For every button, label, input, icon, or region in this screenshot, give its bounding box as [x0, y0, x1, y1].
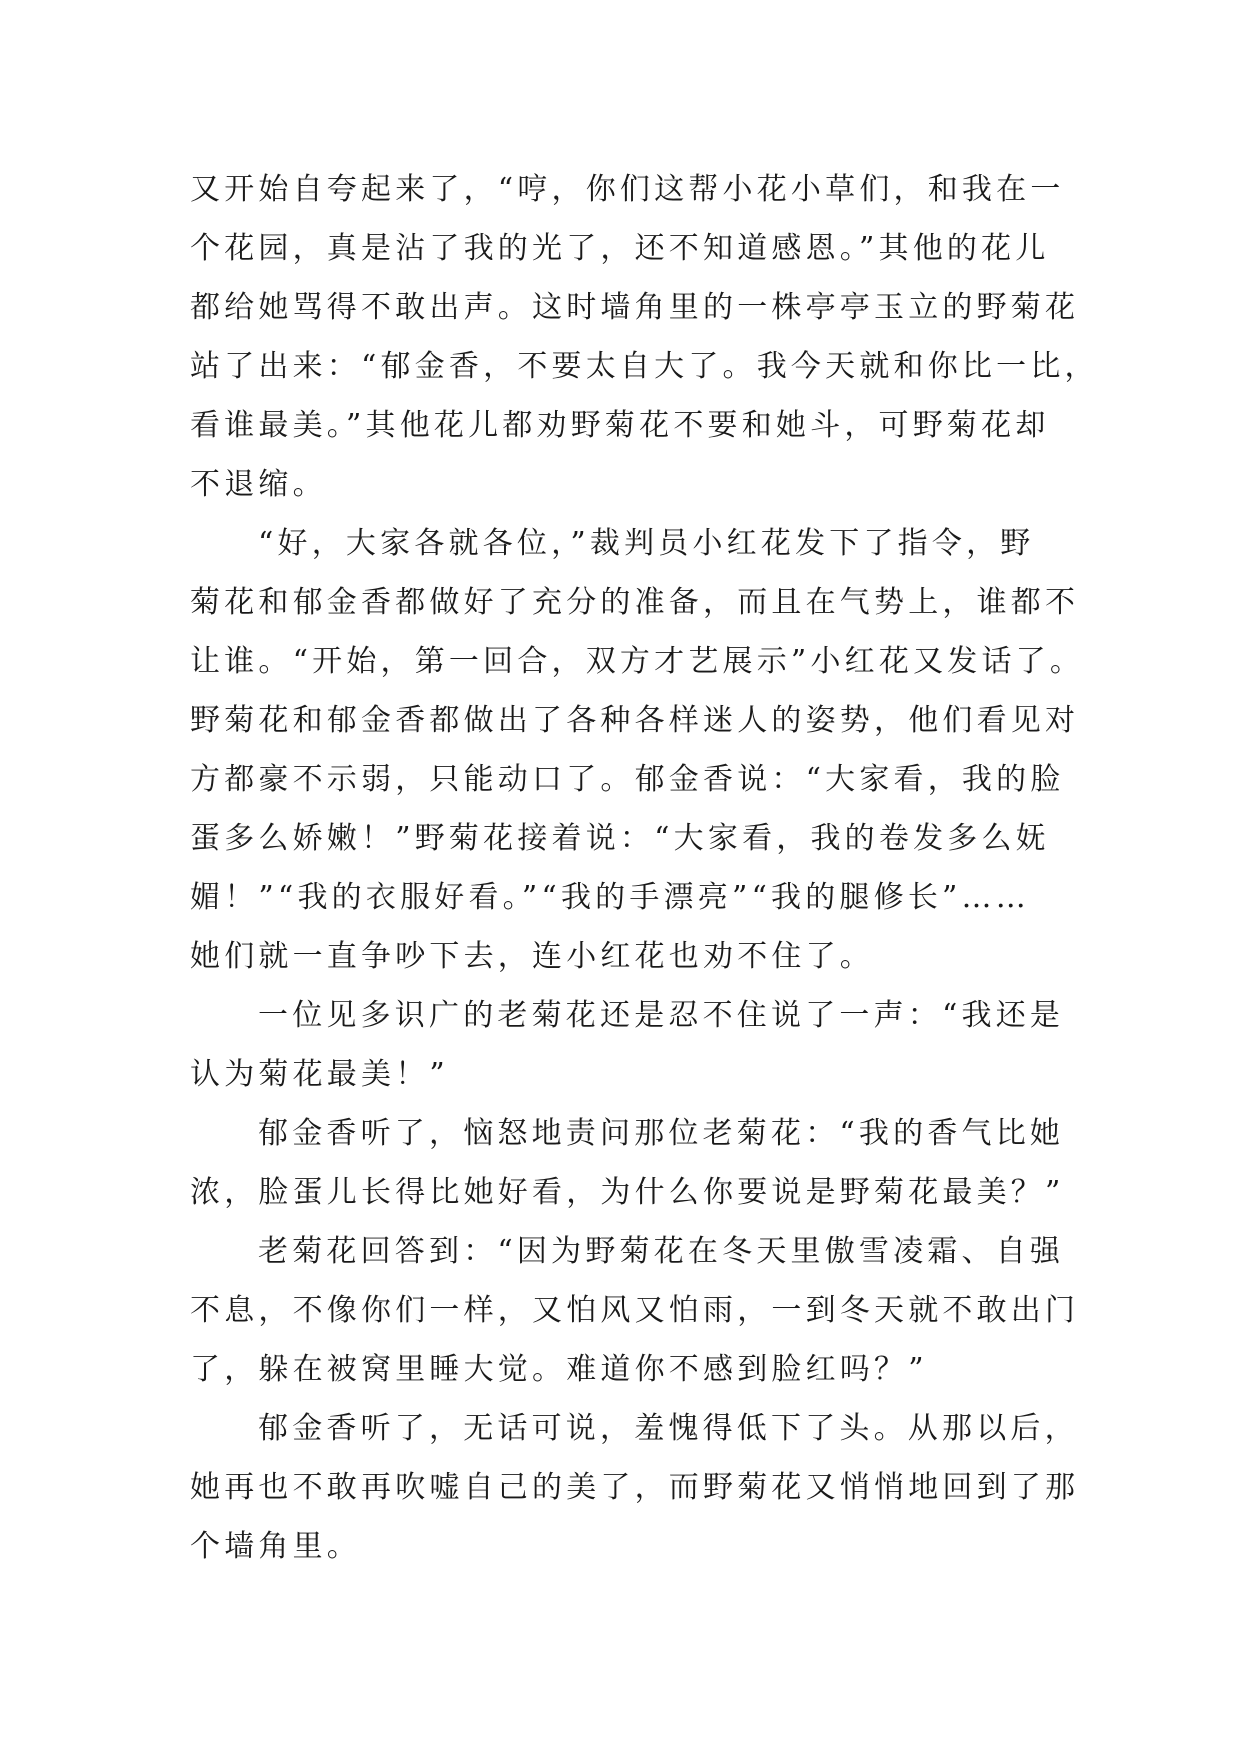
text-line: 野菊花和郁金香都做出了各种各样迷人的姿势，他们看见对	[190, 703, 1080, 738]
text-line: 她再也不敢再吹嘘自己的美了，而野菊花又悄悄地回到了那	[190, 1470, 1080, 1505]
text-line: 不退缩。	[190, 467, 327, 502]
paragraph-first-line: 郁金香听了，恼怒地责问那位老菊花：“我的香气比她	[258, 1116, 1065, 1151]
text-line: 个墙角里。	[190, 1529, 361, 1564]
story-text	[190, 160, 1099, 1576]
text-line: 浓，脸蛋儿长得比她好看，为什么你要说是野菊花最美？”	[190, 1175, 1065, 1210]
paragraph-first-line: 老菊花回答到：“因为野菊花在冬天里傲雪凌霜、自强	[258, 1234, 1065, 1269]
text-line: 菊花和郁金香都做好了充分的准备，而且在气势上，谁都不	[190, 585, 1080, 620]
text-line: 都给她骂得不敢出声。这时墙角里的一株亭亭玉立的野菊花	[190, 290, 1080, 325]
text-line: 蛋多么娇嫩！”野菊花接着说：“大家看，我的卷发多么妩	[190, 821, 1050, 856]
text-line: 媚！”“我的衣服好看。”“我的手漂亮”“我的腿修长”……	[190, 880, 1030, 915]
text-line: 站了出来：“郁金香，不要太自大了。我今天就和你比一比，	[190, 349, 1099, 384]
paragraph-first-line: “好，大家各就各位，”裁判员小红花发下了指令，野	[258, 526, 1035, 561]
paragraph-first-line: 郁金香听了，无话可说，羞愧得低下了头。从那以后，	[258, 1411, 1079, 1446]
text-line: 了，躲在被窝里睡大觉。难道你不感到脸红吗？”	[190, 1352, 928, 1387]
text-line: 方都豪不示弱，只能动口了。郁金香说：“大家看，我的脸	[190, 762, 1065, 797]
text-line: 又开始自夸起来了，“哼，你们这帮小花小草们，和我在一	[190, 172, 1065, 207]
text-line: 不息，不像你们一样，又怕风又怕雨，一到冬天就不敢出门	[190, 1293, 1080, 1328]
text-line: 认为菊花最美！”	[190, 1057, 449, 1092]
text-line: 让谁。“开始，第一回合，双方才艺展示”小红花又发话了。	[190, 644, 1085, 679]
text-line: 看谁最美。”其他花儿都劝野菊花不要和她斗，可野菊花却	[190, 408, 1050, 443]
text-line: 她们就一直争吵下去，连小红花也劝不住了。	[190, 939, 874, 974]
text-line: 个花园，真是沾了我的光了，还不知道感恩。”其他的花儿	[190, 231, 1050, 266]
paragraph-first-line: 一位见多识广的老菊花还是忍不住说了一声：“我还是	[258, 998, 1065, 1033]
